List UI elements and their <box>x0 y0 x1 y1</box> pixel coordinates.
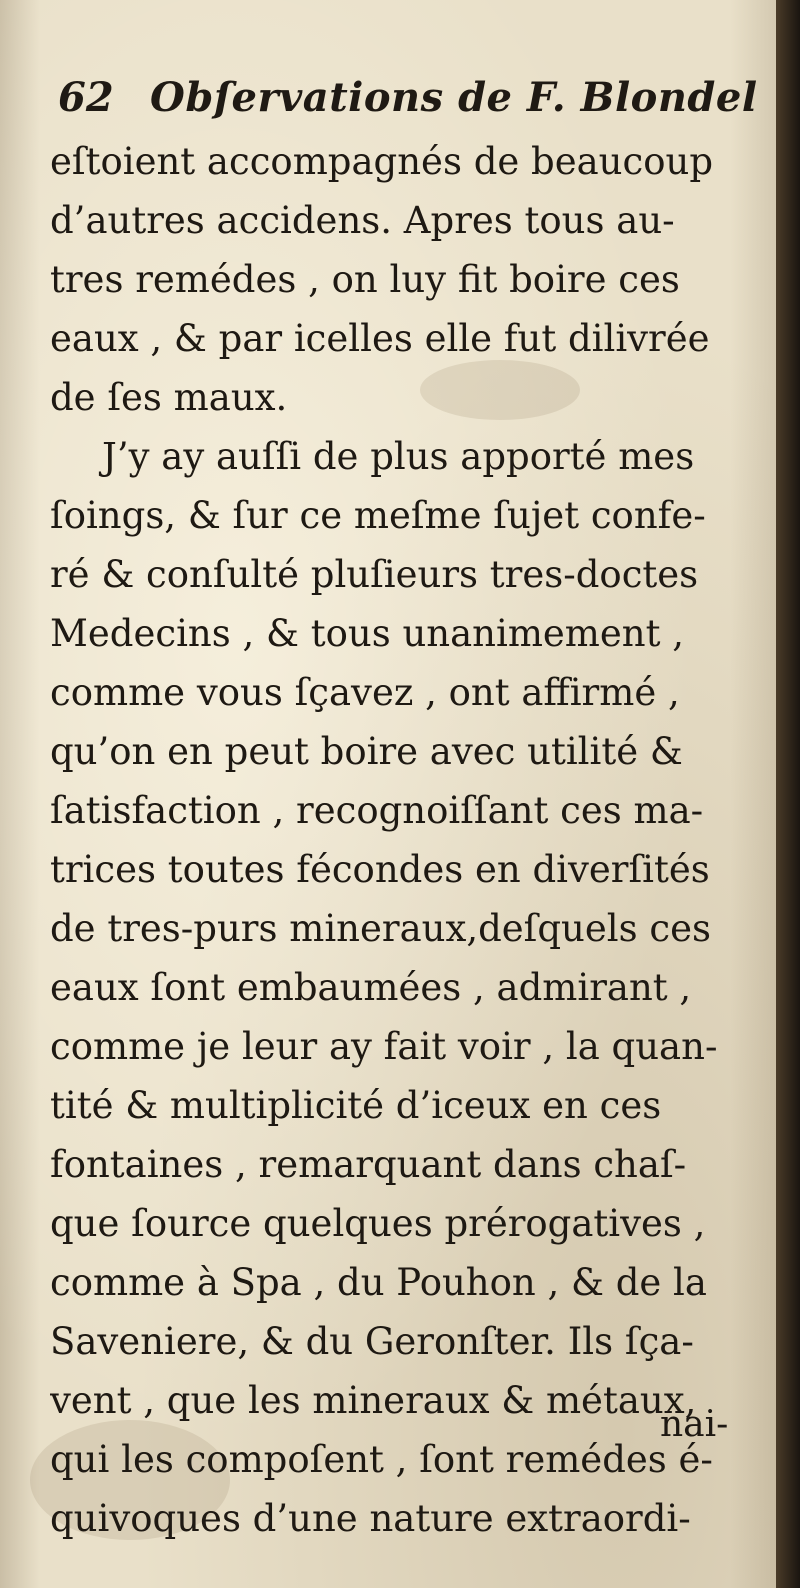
page-header <box>58 74 758 130</box>
text-line: que ſource quelques prérogatives , <box>50 1202 706 1245</box>
text-line: d’autres accidens. Apres tous au- <box>50 199 675 242</box>
text-line: fontaines , remarquant dans chaſ- <box>50 1143 687 1186</box>
text-line: de tres-purs mineraux,deſquels ces <box>50 907 711 950</box>
catchword: nai- <box>660 1404 729 1445</box>
text-line: tité & multiplicité d’iceux en ces <box>50 1084 662 1127</box>
text-line: qu’on en peut boire avec utilité & <box>50 730 683 773</box>
text-line: trices toutes fécondes en diverſités <box>50 848 710 891</box>
text-line: de ſes maux. <box>50 376 288 419</box>
text-line: eſtoient accompagnés de beaucoup <box>50 140 714 183</box>
running-title: Obſervations de F. Blondel <box>150 74 758 121</box>
paragraph-start-line: J’y ay auſſi de plus apporté mes <box>102 435 695 478</box>
text-line: Saveniere, & du Geronſter. Ils ſça- <box>50 1320 694 1363</box>
page-edge-shadow <box>776 0 800 1588</box>
text-line: comme je leur ay fait voir , la quan- <box>50 1025 718 1068</box>
text-line: comme à Spa , du Pouhon , & de la <box>50 1261 707 1304</box>
text-line: eaux , & par icelles elle fut dilivrée <box>50 317 710 360</box>
page-number: 62 <box>58 74 114 121</box>
text-line: Medecins , & tous unanimement , <box>50 612 685 655</box>
text-line: quivoques d’une nature extraordi- <box>50 1497 691 1540</box>
body-text <box>50 132 762 1548</box>
text-line: eaux ſont embaumées , admirant , <box>50 966 692 1009</box>
text-line: tres remédes , on luy fit boire ces <box>50 258 680 301</box>
text-line: comme vous ſçavez , ont affirmé , <box>50 671 680 714</box>
text-line: qui les compoſent , ſont remédes é- <box>50 1438 713 1481</box>
text-line: ſoings, & ſur ce meſme ſujet confe- <box>50 494 706 537</box>
text-line: vent , que les mineraux & métaux, <box>50 1379 697 1422</box>
text-line: ſatisfaction , recognoiſſant ces ma- <box>50 789 704 832</box>
text-line: ré & conſulté pluſieurs tres-doctes <box>50 553 699 596</box>
